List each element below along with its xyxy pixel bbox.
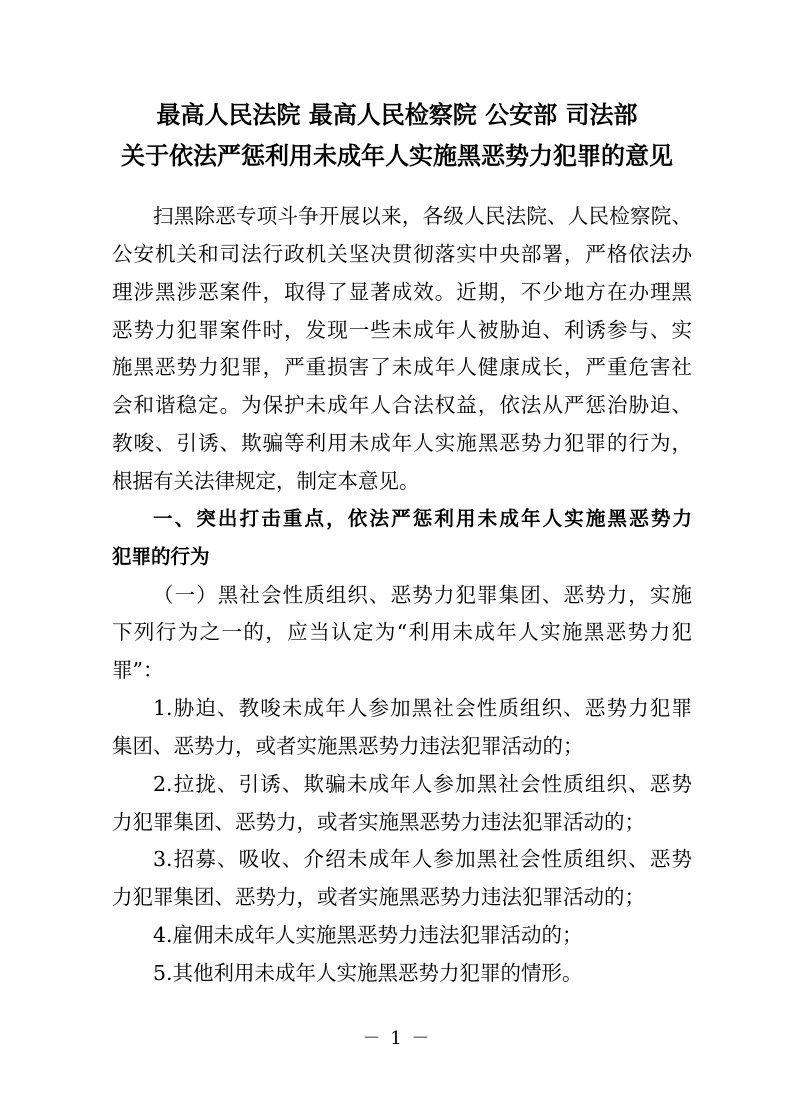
intro-line: 恶势力犯罪案件时，发现一些未成年人被胁迫、利诱参与、实 [112, 318, 692, 342]
intro-line: 扫黑除恶专项斗争开展以来，各级人民法院、人民检察院、 [153, 204, 692, 228]
intro-line: 会和谐稳定。为保护未成年人合法权益，依法从严惩治胁迫、 [112, 393, 692, 417]
section-heading: 一、突出打击重点，依法严惩利用未成年人实施黑恶势力 [153, 507, 692, 530]
clause-line: （一）黑社会性质组织、恶势力犯罪集团、恶势力，实施 [153, 583, 692, 607]
intro-line: 施黑恶势力犯罪，严重损害了未成年人健康成长，严重危害社 [112, 355, 692, 379]
list-item: 力犯罪集团、恶势力，或者实施黑恶势力违法犯罪活动的； [112, 885, 645, 909]
list-item: 2.拉拢、引诱、欺骗未成年人参加黑社会性质组织、恶势 [153, 772, 692, 796]
section-heading: 犯罪的行为 [112, 545, 210, 568]
intro-line: 根据有关法律规定，制定本意见。 [112, 469, 420, 493]
list-item: 5.其他利用未成年人实施黑恶势力犯罪的情形。 [153, 961, 583, 985]
list-item: 集团、恶势力，或者实施黑恶势力违法犯罪活动的； [112, 734, 584, 758]
intro-line: 理涉黑涉恶案件，取得了显著成效。近期，不少地方在办理黑 [112, 280, 692, 304]
intro-line: 公安机关和司法行政机关坚决贯彻落实中央部署，严格依法办 [112, 242, 692, 266]
list-item: 1.胁迫、教唆未成年人参加黑社会性质组织、恶势力犯罪 [153, 696, 692, 720]
list-item: 4.雇佣未成年人实施黑恶势力违法犯罪活动的； [153, 923, 583, 947]
clause-line: 下列行为之一的，应当认定为“利用未成年人实施黑恶势力犯 [112, 620, 692, 644]
clause-line: 罪”： [112, 658, 164, 682]
intro-line: 教唆、引诱、欺骗等利用未成年人实施黑恶势力犯罪的行为， [112, 431, 692, 455]
list-item: 3.招募、吸收、介绍未成年人参加黑社会性质组织、恶势 [153, 847, 692, 871]
document-title-issuers: 最高人民法院 最高人民检察院 公安部 司法部 [156, 100, 638, 129]
document-title-subject: 关于依法严惩利用未成年人实施黑恶势力犯罪的意见 [121, 141, 673, 170]
page-number: － 1 － [362, 1028, 432, 1049]
list-item: 力犯罪集团、恶势力，或者实施黑恶势力违法犯罪活动的； [112, 810, 645, 834]
